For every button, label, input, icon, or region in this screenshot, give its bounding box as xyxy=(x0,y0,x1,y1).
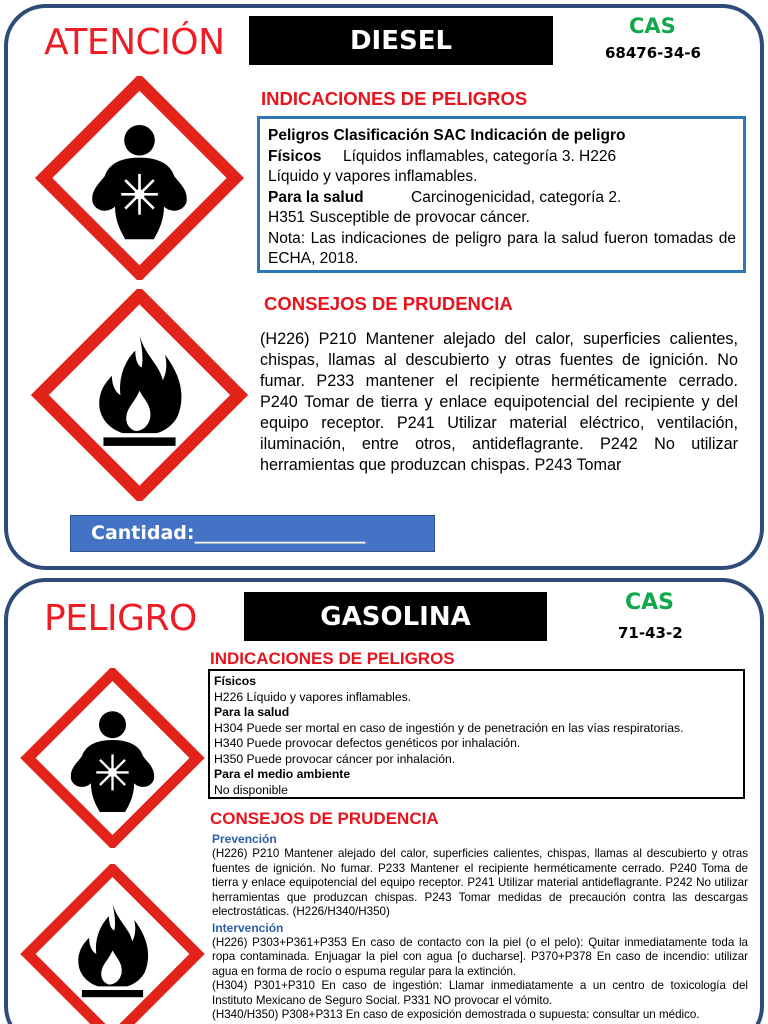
cas-label: CAS xyxy=(625,590,675,615)
hazard-health-class: Carcinogenicidad, categoría 2. xyxy=(411,188,622,206)
hazard-physical-label: Físicos xyxy=(214,674,256,688)
health-hazard-icon xyxy=(20,668,205,848)
hazard-statement: H350 Puede provocar cáncer por inhalación. xyxy=(214,751,456,766)
cas-label: CAS xyxy=(629,14,676,38)
hazard-statements-title: INDICACIONES DE PELIGROS xyxy=(261,88,528,109)
label-card-diesel xyxy=(4,4,764,570)
label-card-gasolina xyxy=(4,578,764,1024)
prevention-text: (H226) P210 Mantener alejado del calor, superficies calientes, chispas, llamas al descubierto y otras fuentes de ignición. No fumar. P233 Mantener el recipiente herméticamente cerrado. P240 Toma de tierra y enlace equipotencial del equipo receptor. P241 Utilizar material antideflagrante. P242 No utilizar herramientas que produzcan chispas. P243 Tomar medidas de precaución contra las descargas electrostáticas. (H226/H340/H350) xyxy=(212,847,748,918)
hazard-statements-box xyxy=(208,669,745,799)
precautionary-title: CONSEJOS DE PRUDENCIA xyxy=(264,293,513,314)
quantity-field[interactable]: Cantidad:__________________ xyxy=(70,515,435,552)
response-text: (H304) P301+P310 En caso de ingestión: Llamar inmediatamente a un centro de toxicología del Instituto Mexicano de Seguro Social. P331 NO provocar el vómito. xyxy=(212,979,748,1007)
signal-word: ATENCIÓN xyxy=(44,22,225,63)
flame-icon xyxy=(30,289,249,501)
product-name: GASOLINA xyxy=(244,592,547,641)
signal-word: PELIGRO xyxy=(44,598,197,639)
health-hazard-icon xyxy=(31,76,248,280)
hazard-physical-row xyxy=(268,147,736,168)
hazard-health-label: Para la salud xyxy=(268,188,364,206)
hazard-statements-box xyxy=(257,116,746,273)
response-text: (H340/H350) P308+P313 En caso de exposición demostrada o supuesta: consultar un médico. xyxy=(212,1008,700,1021)
hazard-physical-class: Líquidos inflamables, categoría 3. H226 xyxy=(342,147,617,165)
response-text: (H226) P303+P361+P353 En caso de contacto con la piel (o el pelo): Quitar inmediatamente toda la ropa contaminada. Enjuagar la piel con agua [o ducharse]. P370+P378 En caso de incendio: utilizar agua en forma de rocío o espuma regular para la extinción. xyxy=(212,935,748,978)
hazard-statement: H226 Líquido y vapores inflamables. xyxy=(214,689,412,704)
flame-icon xyxy=(20,864,205,1024)
hazard-statement: H340 Puede provocar defectos genéticos por inhalación. xyxy=(214,736,521,750)
hazard-note: Nota: Las indicaciones de peligro para la salud fueron tomadas de ECHA, 2018. xyxy=(268,229,736,267)
cas-number: 71-43-2 xyxy=(618,624,683,642)
response-heading: Intervención xyxy=(212,920,284,935)
hazard-statement: H304 Puede ser mortal en caso de ingestión y de penetración en las vías respiratorias. xyxy=(214,720,684,735)
precautionary-body xyxy=(212,831,748,1023)
hazard-physical-statement: Líquido y vapores inflamables. xyxy=(268,168,478,185)
hazard-statements-title: INDICACIONES DE PELIGROS xyxy=(210,649,455,668)
hazard-environment-label: Para el medio ambiente xyxy=(214,767,351,781)
cas-number: 68476-34-6 xyxy=(605,44,701,62)
precautionary-text: (H226) P210 Mantener alejado del calor, superficies calientes, chispas, llamas al descubierto y otras fuentes de ignición. No fumar. P233 mantener el recipiente herméticamente cerrado. P240 Tomar de tierra y enlace equipotencial del recipiente y del equipo receptor. P241 Utilizar material eléctrico, ventilación, iluminación, entre otros, antideflagrante. P242 No utilizar herramientas que produzcan chispas. P243 Tomar xyxy=(260,330,738,474)
product-name: DIESEL xyxy=(249,16,553,65)
hazard-health-row xyxy=(268,188,736,209)
prevention-heading: Prevención xyxy=(212,832,277,846)
hazard-health-statement: H351 Susceptible de provocar cáncer. xyxy=(268,209,530,226)
hazard-statement: No disponible xyxy=(214,782,288,797)
hazard-physical-label: Físicos xyxy=(268,147,322,165)
hazard-header: Peligros Clasificación SAC Indicación de peligro xyxy=(268,127,626,144)
precautionary-title: CONSEJOS DE PRUDENCIA xyxy=(210,809,439,828)
hazard-health-label: Para la salud xyxy=(214,705,290,719)
